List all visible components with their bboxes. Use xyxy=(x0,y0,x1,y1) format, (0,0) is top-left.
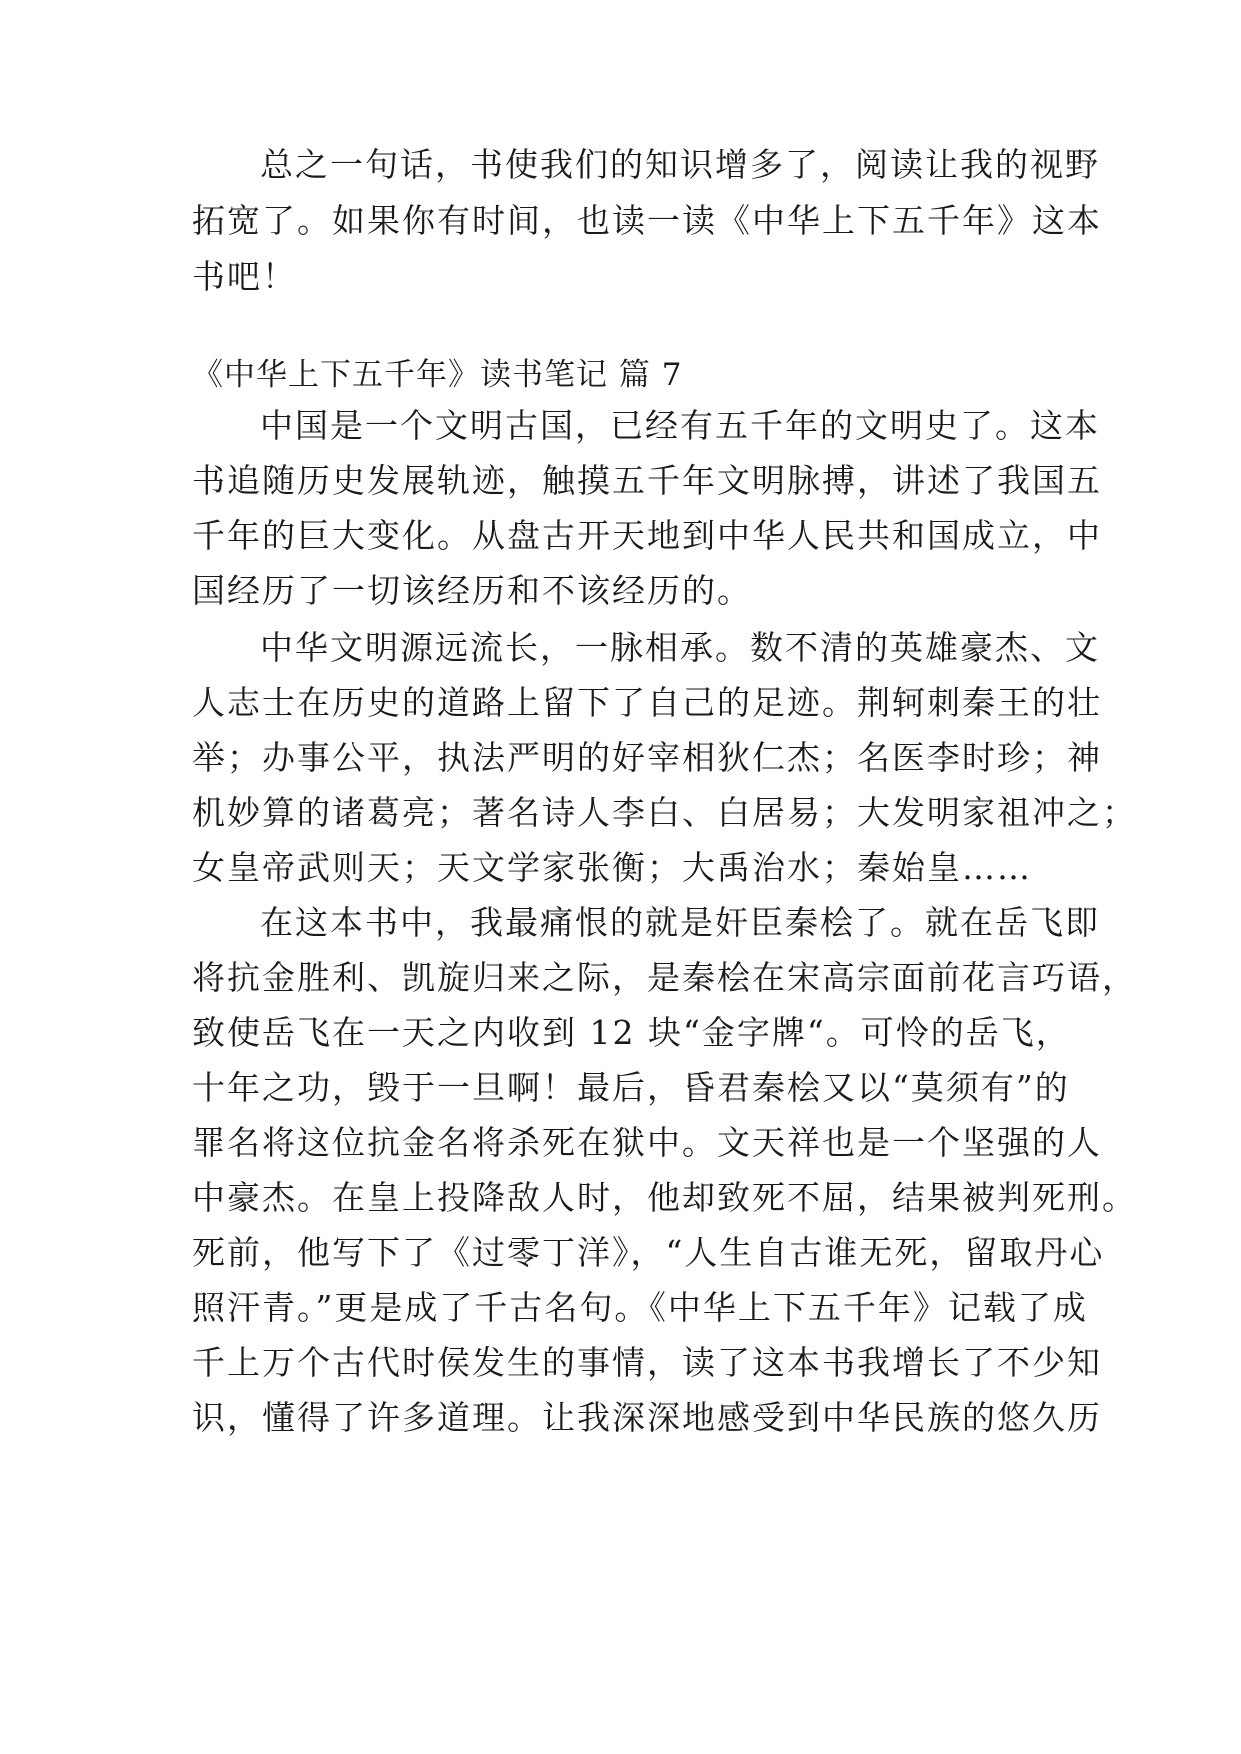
paragraph-line: 总之一句话，书使我们的知识增多了，阅读让我的视野 xyxy=(260,145,1100,184)
paragraph-line: 拓宽了。如果你有时间，也读一读《中华上下五千年》这本 xyxy=(192,201,1102,240)
paragraph-line: 十年之功，毁于一旦啊！最后，昏君秦桧又以“莫须有”的 xyxy=(192,1068,1070,1107)
section-heading: 《中华上下五千年》读书笔记 篇 7 xyxy=(192,357,683,393)
paragraph-line: 中华文明源远流长，一脉相承。数不清的英雄豪杰、文 xyxy=(260,628,1100,667)
paragraph-line: 罪名将这位抗金名将杀死在狱中。文天祥也是一个坚强的人 xyxy=(192,1123,1102,1162)
paragraph-line: 中豪杰。在皇上投降敌人时，他却致死不屈，结果被判死刑。 xyxy=(192,1178,1137,1217)
paragraph-line: 致使岳飞在一天之内收到 12 块“金字牌“。可怜的岳飞， xyxy=(192,1013,1071,1052)
paragraph-line: 在这本书中，我最痛恨的就是奸臣秦桧了。就在岳飞即 xyxy=(260,903,1100,942)
paragraph-line: 识，懂得了许多道理。让我深深地感受到中华民族的悠久历 xyxy=(192,1398,1102,1437)
paragraph-line: 书吧！ xyxy=(192,257,297,296)
paragraph-line: 照汗青。”更是成了千古名句。《中华上下五千年》记载了成 xyxy=(192,1288,1088,1327)
paragraph-line: 书追随历史发展轨迹，触摸五千年文明脉搏，讲述了我国五 xyxy=(192,461,1102,500)
paragraph-line: 举；办事公平，执法严明的好宰相狄仁杰；名医李时珍；神 xyxy=(192,738,1102,777)
paragraph-line: 死前，他写下了《过零丁洋》，“人生自古谁无死，留取丹心 xyxy=(192,1233,1105,1272)
paragraph-line: 人志士在历史的道路上留下了自己的足迹。荆轲刺秦王的壮 xyxy=(192,683,1102,722)
paragraph-line: 女皇帝武则天；天文学家张衡；大禹治水；秦始皇…… xyxy=(192,848,1032,887)
paragraph-line: 千上万个古代时侯发生的事情，读了这本书我增长了不少知 xyxy=(192,1343,1102,1382)
paragraph-line: 千年的巨大变化。从盘古开天地到中华人民共和国成立，中 xyxy=(192,516,1102,555)
paragraph-line: 国经历了一切该经历和不该经历的。 xyxy=(192,571,752,610)
paragraph-line: 机妙算的诸葛亮；著名诗人李白、白居易；大发明家祖冲之； xyxy=(192,793,1137,832)
paragraph-line: 将抗金胜利、凯旋归来之际，是秦桧在宋高宗面前花言巧语， xyxy=(192,958,1137,997)
paragraph-line: 中国是一个文明古国，已经有五千年的文明史了。这本 xyxy=(260,406,1100,445)
